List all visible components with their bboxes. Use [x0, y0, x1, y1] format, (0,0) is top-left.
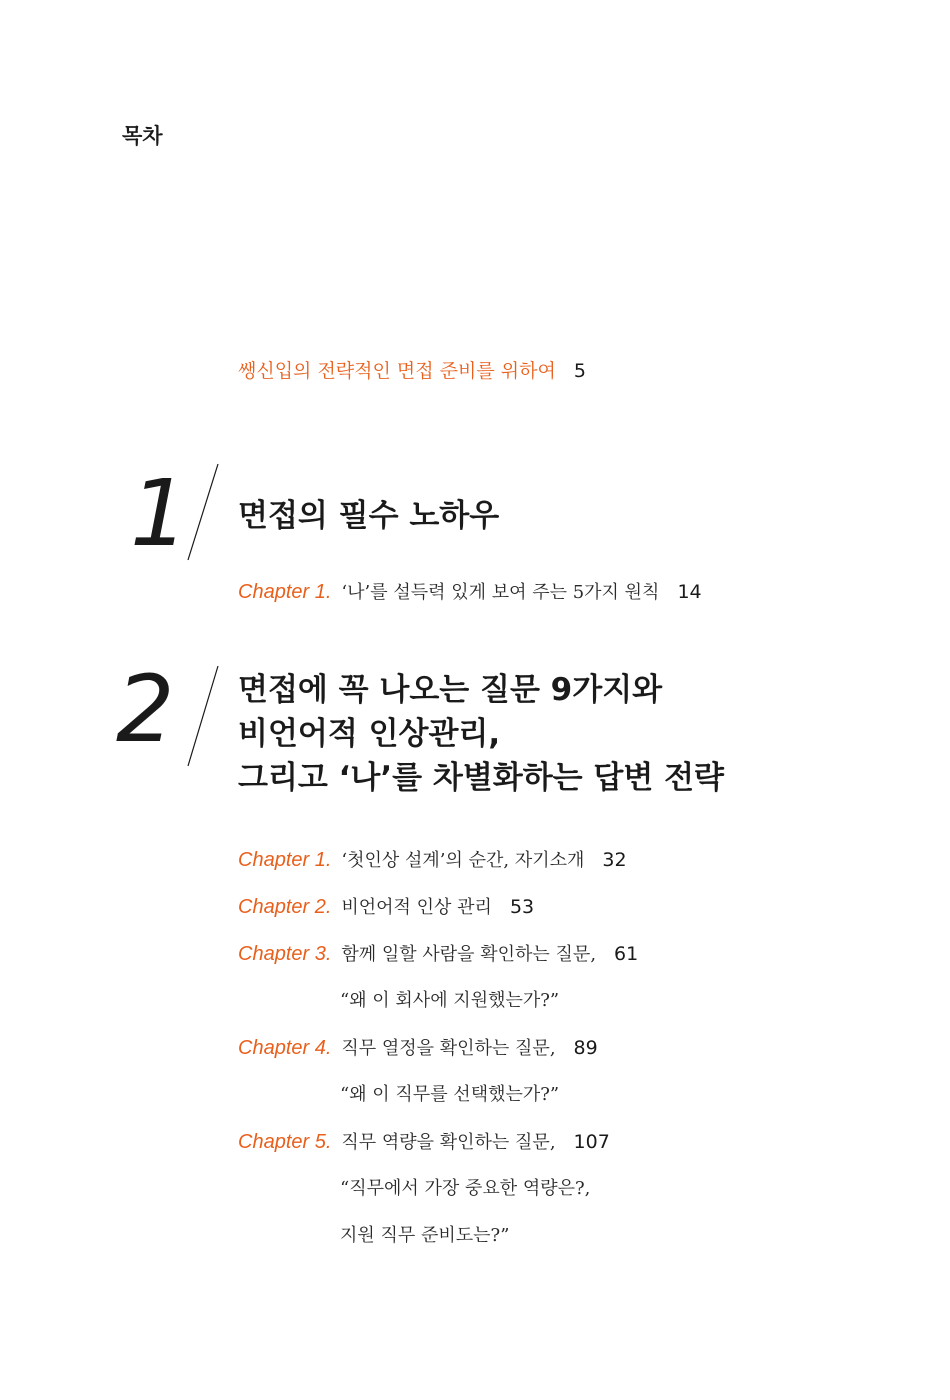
- chapter-label: Chapter 2.: [238, 896, 332, 918]
- chapter-subtitle: 지원 직무 준비도는?”: [340, 1225, 510, 1246]
- chapter-title: 직무 역량을 확인하는 질문,: [341, 1132, 556, 1153]
- chapter-page-number: 14: [677, 581, 702, 603]
- chapter-title: 직무 열정을 확인하는 질문,: [341, 1038, 556, 1059]
- chapter-title: 비언어적 인상 관리: [341, 897, 492, 918]
- part-1-title-line: 면접의 필수 노하우: [238, 498, 500, 534]
- part-1-title: [238, 494, 499, 538]
- toc-entry-part2-ch4[interactable]: [238, 1036, 598, 1061]
- part-1-number: 1: [130, 460, 189, 567]
- chapter-subtitle: “왜 이 회사에 지원했는가?”: [340, 990, 560, 1011]
- part-2-number: 2: [116, 656, 175, 763]
- preface-page-number: 5: [573, 360, 586, 382]
- part-2-title-line-2: 비언어적 인상관리,: [238, 716, 501, 752]
- chapter-title: ‘나’를 설득력 있게 보여 주는 5가지 원칙: [341, 582, 660, 603]
- part-2-title-line-1: 면접에 꼭 나오는 질문 9가지와: [238, 672, 663, 708]
- chapter-page-number: 107: [573, 1131, 610, 1153]
- chapter-subtitle: “직무에서 가장 중요한 역량은?,: [340, 1178, 591, 1199]
- part-1-divider: [184, 462, 224, 562]
- page-label: 목차: [122, 124, 163, 148]
- chapter-label: Chapter 1.: [238, 581, 332, 603]
- chapter-title: ‘첫인상 설계’의 순간, 자기소개: [341, 850, 585, 871]
- chapter-page-number: 89: [573, 1037, 598, 1059]
- chapter-label: Chapter 4.: [238, 1037, 332, 1059]
- preface-entry[interactable]: [238, 356, 586, 383]
- toc-entry-part2-ch1[interactable]: [238, 848, 627, 873]
- preface-title: 쌩신입의 전략적인 면접 준비를 위하여: [238, 360, 556, 382]
- chapter-page-number: 61: [614, 943, 639, 965]
- chapter-label: Chapter 3.: [238, 943, 332, 965]
- toc-entry-part2-ch2[interactable]: [238, 895, 534, 920]
- chapter-title: 함께 일할 사람을 확인하는 질문,: [341, 944, 597, 965]
- chapter-label: Chapter 1.: [238, 849, 332, 871]
- part-2-divider: [184, 664, 224, 768]
- chapter-label: Chapter 5.: [238, 1131, 332, 1153]
- chapter-page-number: 53: [509, 896, 535, 918]
- chapter-subtitle: “왜 이 직무를 선택했는가?”: [340, 1084, 560, 1105]
- toc-entry-part2-ch3[interactable]: [238, 942, 638, 967]
- chapter-page-number: 32: [602, 849, 627, 871]
- toc-entry-part2-ch5[interactable]: [238, 1130, 610, 1155]
- toc-entry-part1-ch1[interactable]: [238, 580, 702, 605]
- part-2-title: [238, 668, 724, 800]
- part-2-title-line-3: 그리고 ‘나’를 차별화하는 답변 전략: [238, 760, 724, 796]
